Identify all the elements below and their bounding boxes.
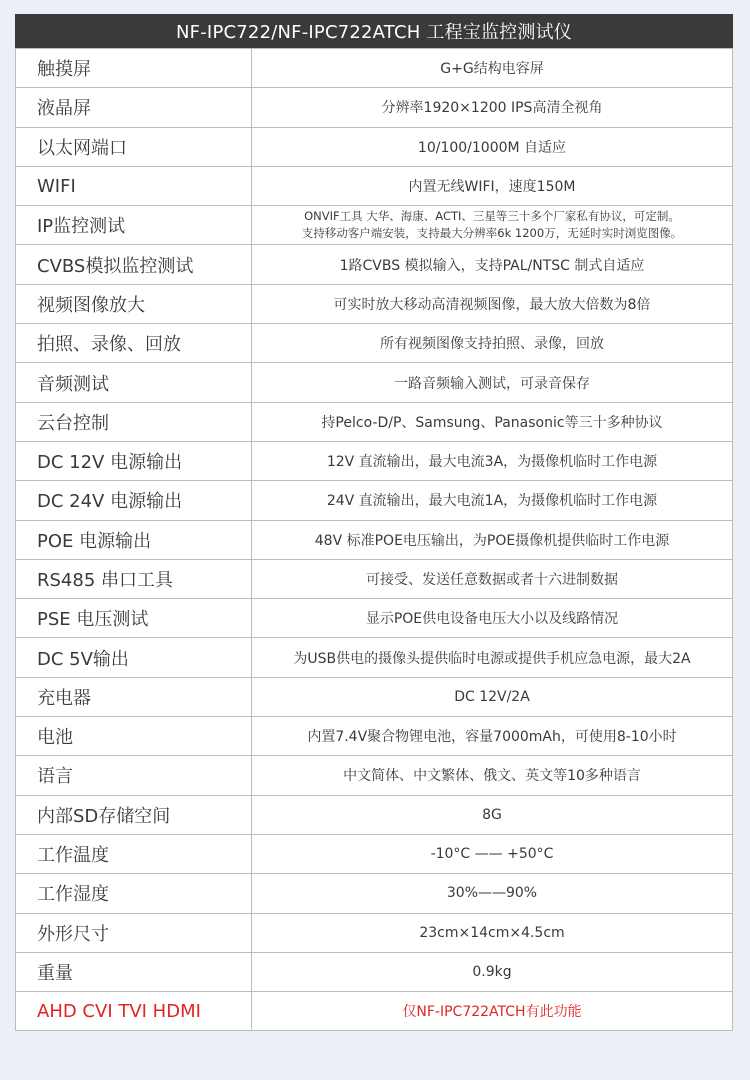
table-row bbox=[16, 402, 733, 441]
table-row bbox=[16, 717, 733, 756]
table-row-highlight bbox=[16, 992, 733, 1031]
row-value: 1路CVBS 模拟输入，支持PAL/NTSC 制式自适应 bbox=[252, 245, 733, 284]
row-label: 以太网端口 bbox=[16, 127, 252, 166]
table-row bbox=[16, 206, 733, 245]
row-value: 8G bbox=[252, 795, 733, 834]
spec-table bbox=[15, 48, 733, 1031]
table-row bbox=[16, 952, 733, 991]
row-label: AHD CVI TVI HDMI bbox=[16, 992, 252, 1031]
table-row bbox=[16, 874, 733, 913]
row-value-line-2: 支持移动客户端安装，支持最大分辨率6k 1200万，无延时实时浏览图像。 bbox=[301, 226, 683, 241]
row-label: 视频图像放大 bbox=[16, 284, 252, 323]
row-label: 外形尺寸 bbox=[16, 913, 252, 952]
table-row bbox=[16, 599, 733, 638]
row-value: DC 12V/2A bbox=[252, 677, 733, 716]
table-row bbox=[16, 913, 733, 952]
table-row bbox=[16, 49, 733, 88]
row-value: 24V 直流输出，最大电流1A，为摄像机临时工作电源 bbox=[252, 481, 733, 520]
row-value: 持Pelco-D/P、Samsung、Panasonic等三十多种协议 bbox=[252, 402, 733, 441]
row-value-line-1: ONVIF工具 大华、海康、ACTI、三星等三十多个厂家私有协议，可定制。 bbox=[304, 209, 680, 224]
row-label: 拍照、录像、回放 bbox=[16, 324, 252, 363]
table-row bbox=[16, 245, 733, 284]
row-value: 12V 直流输出，最大电流3A，为摄像机临时工作电源 bbox=[252, 441, 733, 480]
row-label: CVBS模拟监控测试 bbox=[16, 245, 252, 284]
row-value bbox=[252, 206, 733, 245]
row-label: POE 电源输出 bbox=[16, 520, 252, 559]
row-label: 重量 bbox=[16, 952, 252, 991]
table-row bbox=[16, 363, 733, 402]
row-value: 中文简体、中文繁体、俄文、英文等10多种语言 bbox=[252, 756, 733, 795]
row-value: 可实时放大移动高清视频图像，最大放大倍数为8倍 bbox=[252, 284, 733, 323]
row-value: 可接受、发送任意数据或者十六进制数据 bbox=[252, 559, 733, 598]
row-value: 内置7.4V聚合物锂电池，容量7000mAh，可使用8-10小时 bbox=[252, 717, 733, 756]
row-value: -10°C —— +50°C bbox=[252, 834, 733, 873]
row-label: 充电器 bbox=[16, 677, 252, 716]
row-value: 所有视频图像支持拍照、录像，回放 bbox=[252, 324, 733, 363]
row-value: 48V 标准POE电压输出，为POE摄像机提供临时工作电源 bbox=[252, 520, 733, 559]
table-row bbox=[16, 520, 733, 559]
row-value: 仅NF-IPC722ATCH有此功能 bbox=[252, 992, 733, 1031]
table-row bbox=[16, 756, 733, 795]
table-row bbox=[16, 834, 733, 873]
row-value: 10/100/1000M 自适应 bbox=[252, 127, 733, 166]
row-label: 触摸屏 bbox=[16, 49, 252, 88]
row-label: 内部SD存储空间 bbox=[16, 795, 252, 834]
row-value: 内置无线WIFI，速度150M bbox=[252, 166, 733, 205]
table-row bbox=[16, 88, 733, 127]
table-row bbox=[16, 795, 733, 834]
table-row bbox=[16, 324, 733, 363]
row-label: 音频测试 bbox=[16, 363, 252, 402]
row-label: 液晶屏 bbox=[16, 88, 252, 127]
row-label: 云台控制 bbox=[16, 402, 252, 441]
row-label: DC 5V输出 bbox=[16, 638, 252, 677]
row-value: 显示POE供电设备电压大小以及线路情况 bbox=[252, 599, 733, 638]
row-label: DC 12V 电源输出 bbox=[16, 441, 252, 480]
row-value: 为USB供电的摄像头提供临时电源或提供手机应急电源，最大2A bbox=[252, 638, 733, 677]
spec-sheet bbox=[15, 14, 733, 1031]
row-label: RS485 串口工具 bbox=[16, 559, 252, 598]
row-value: 0.9kg bbox=[252, 952, 733, 991]
row-value: 30%——90% bbox=[252, 874, 733, 913]
table-row bbox=[16, 284, 733, 323]
table-row bbox=[16, 559, 733, 598]
table-row bbox=[16, 166, 733, 205]
table-row bbox=[16, 127, 733, 166]
table-row bbox=[16, 638, 733, 677]
row-label: 电池 bbox=[16, 717, 252, 756]
row-label: PSE 电压测试 bbox=[16, 599, 252, 638]
row-label: 工作湿度 bbox=[16, 874, 252, 913]
row-label: WIFI bbox=[16, 166, 252, 205]
table-row bbox=[16, 481, 733, 520]
row-label: DC 24V 电源输出 bbox=[16, 481, 252, 520]
table-row bbox=[16, 441, 733, 480]
row-label: 工作温度 bbox=[16, 834, 252, 873]
row-label: 语言 bbox=[16, 756, 252, 795]
row-value: 23cm×14cm×4.5cm bbox=[252, 913, 733, 952]
spec-title: NF-IPC722/NF-IPC722ATCH 工程宝监控测试仪 bbox=[15, 14, 733, 48]
table-row bbox=[16, 677, 733, 716]
row-value: G+G结构电容屏 bbox=[252, 49, 733, 88]
row-value: 分辨率1920×1200 IPS高清全视角 bbox=[252, 88, 733, 127]
row-label: IP监控测试 bbox=[16, 206, 252, 245]
row-value: 一路音频输入测试，可录音保存 bbox=[252, 363, 733, 402]
